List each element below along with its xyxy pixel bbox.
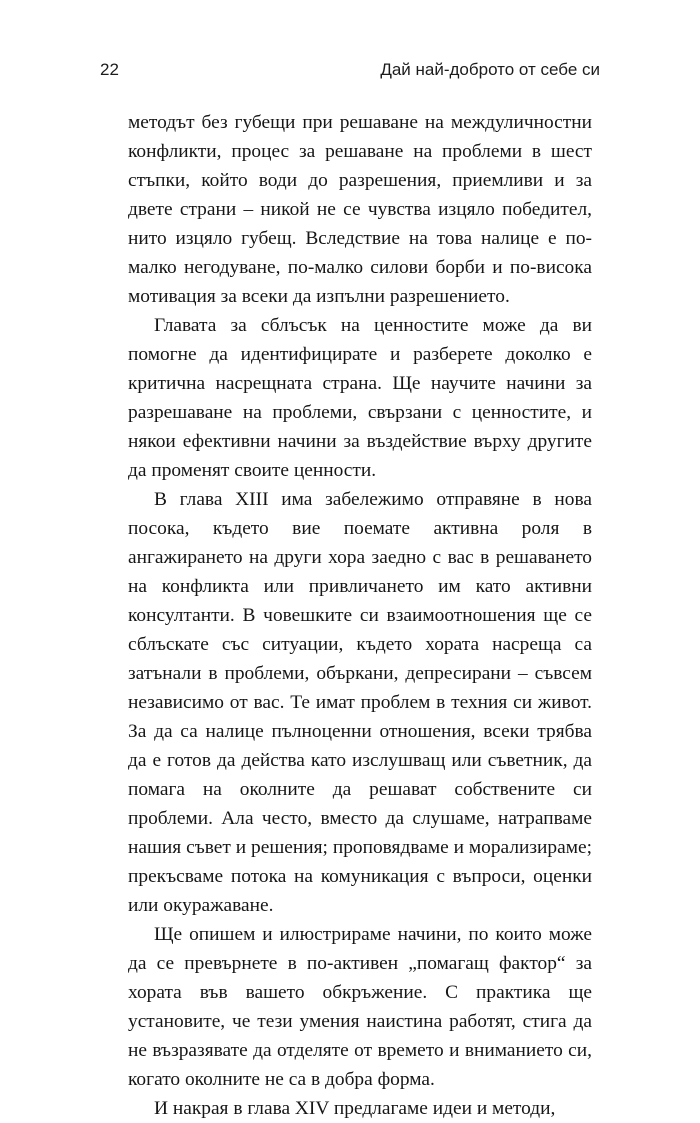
body-text	[128, 108, 592, 1123]
paragraph: И накрая в глава XIV предлагаме идеи и методи,	[154, 1098, 556, 1119]
paragraph: методът без губещи при решаване на междуличностни конфликти, процес за решаване на проблеми в шест стъпки, който води до разрешения, приемливи и за двете страни – никой не се чувства изцяло победител, нито изцяло губещ. Вследствие на това налице е по-малко негодуване, по-малко силови борби и по-висока мотивация за всеки да изпълни разрешението.	[128, 112, 592, 307]
page-number: 22	[100, 60, 119, 79]
paragraph: Главата за сблъсък на ценностите може да ви помогне да идентифицирате и разберете доколко е критична насрещната страна. Ще научите начини за разрешаване на проблеми, свързани с ценностите, и някои ефективни начини за въздействие върху другите да променят своите ценности.	[128, 315, 592, 481]
paragraph: Ще опишем и илюстрираме начини, по които може да се превърнете в по-активен „помагащ фактор“ за хората във вашето обкръжение. С практика ще установите, че тези умения наистина работят, стига да не възразявате да отделяте от времето и вниманието си, когато околните не са в добра форма.	[128, 924, 592, 1090]
page-header	[100, 60, 600, 86]
paragraph: В глава XIII има забележимо отправяне в нова посока, където вие поемате активна роля в ангажирането на други хора заедно с вас в решаването на конфликта или привличането им като активни консултанти. В човешките си взаимоотношения ще се сблъскате със ситуации, където хората насреща са затънали в проблеми, объркани, депресирани – съвсем независимо от вас. Те имат проблем в техния си живот. За да са налице пълноценни отношения, всеки трябва да е готов да действа като изслушващ или съветник, да помага на околните да решават собствените си проблеми. Ала често, вместо да слушаме, натрапваме нашия съвет и решения; проповядваме и морализираме; прекъсваме потока на комуникация с въпроси, оценки или окуражаване.	[128, 489, 592, 916]
running-title: Дай най-доброто от себе си	[380, 60, 600, 79]
